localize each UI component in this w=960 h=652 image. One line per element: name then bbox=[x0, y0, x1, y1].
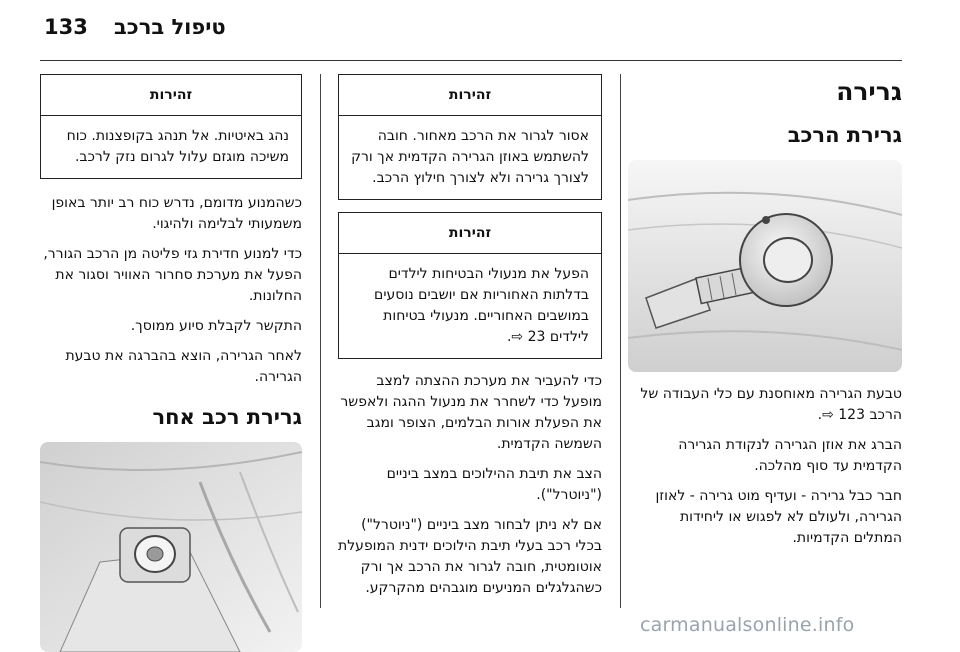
paragraph: חבר כבל גרירה - ועדיף מוט גרירה - לאוזן הגרירה, ולעולם לא לפגוש או ליחידות המתלים הקדמיות. bbox=[655, 488, 902, 546]
warning-title: זהירות bbox=[339, 75, 601, 116]
page-number: 133 bbox=[44, 15, 88, 39]
column-divider-right bbox=[620, 74, 621, 608]
right-column bbox=[628, 74, 902, 558]
warning-box bbox=[40, 74, 302, 179]
paragraph: אם לא ניתן לבחור מצב ביניים ("ניוטרל") בכלי רכב בעלי תיבת הילוכים ידנית המופעלת אוטומטית, חובה לגרור את הרכב אך ורק כשהגלגלים המניעים מוגבהים מהקרקע. bbox=[338, 517, 602, 596]
paragraph: כדי להעביר את מערכת ההצתה למצב מופעל כדי לשחרר את מנעול ההגה ולאפשר את הפעלת אורות הבלמים, הצופר ומגב השמשה הקדמית. bbox=[340, 373, 602, 452]
section-heading-towing: גרירה bbox=[836, 77, 902, 106]
left-column bbox=[40, 74, 302, 652]
warning-text: הפעל את מנעולי הבטיחות לילדים בדלתות האחוריות אם יושבים נוסעים במושבים האחוריים. מנעולי בטיחות לילדים 23 ⇨. bbox=[374, 266, 589, 345]
page-header-title: טיפול ברכב bbox=[114, 15, 226, 39]
warning-title: זהירות bbox=[339, 213, 601, 254]
rear-towing-figure bbox=[40, 442, 302, 652]
warning-title: זהירות bbox=[41, 75, 301, 116]
paragraph: הברג את אוזן הגרירה לנקודת הגרירה הקדמית עד סוף מהלכה. bbox=[678, 437, 902, 474]
header-divider bbox=[40, 60, 902, 61]
subsection-heading-vehicle-towing: גרירת הרכב bbox=[787, 123, 902, 147]
paragraph: לאחר הגרירה, הוצא בהברגה את טבעת הגרירה. bbox=[65, 348, 302, 385]
warning-text: נהג באיטיות. אל תנהג בקופצנות. כוח משיכה מוגזם עלול לגרום נזק לרכב. bbox=[66, 128, 289, 165]
warning-box bbox=[338, 212, 602, 359]
column-divider-left bbox=[320, 74, 321, 608]
section-heading-towing-other-vehicle: גרירת רכב אחר bbox=[152, 405, 302, 429]
paragraph: התקשר לקבלת סיוע ממוסך. bbox=[130, 318, 302, 334]
towing-eye-illustration bbox=[628, 160, 902, 372]
towing-eye-figure bbox=[628, 160, 902, 372]
paragraph: כשהמנוע מדומם, נדרש כוח רב יותר באופן משמעותי לבלימה ולהיגוי. bbox=[51, 195, 302, 232]
warning-box bbox=[338, 74, 602, 200]
warning-text: אסור לגרור את הרכב מאחור. חובה להשתמש באוזן הגרירה הקדמית אך ורק לצורך גרירה ולא לצורך חילוץ הרכב. bbox=[351, 128, 589, 186]
watermark-text: carmanualsonline.info bbox=[640, 614, 855, 636]
paragraph: כדי למנוע חדירת גזי פליטה מן הרכב הגורר, הפעל את מערכת סחרור האוויר וסגור את החלונות. bbox=[43, 246, 302, 304]
middle-column bbox=[338, 74, 602, 608]
rear-towing-illustration bbox=[40, 442, 302, 652]
paragraph: הצב את תיבת ההילוכים במצב ביניים ("ניוטרל"). bbox=[386, 466, 602, 503]
paragraph: טבעת הגרירה מאוחסנת עם כלי העבודה של הרכב 123 ⇨. bbox=[640, 386, 902, 423]
